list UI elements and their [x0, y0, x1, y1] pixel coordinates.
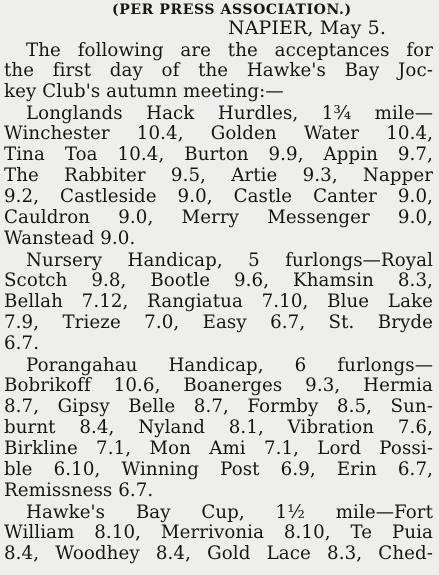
text-line: The Rabbiter 9.5, Artie 9.3, Napper	[4, 165, 433, 186]
text-line: William 8.10, Merrivonia 8.10, Te Puia	[4, 522, 433, 543]
text-line: Scotch 9.8, Bootle 9.6, Khamsin 8.3,	[4, 270, 433, 291]
text-line: Wanstead 9.0.	[4, 228, 136, 249]
race-heading: Longlands Hack Hurdles, 1¾ mile—	[26, 103, 433, 124]
text-line: 6.7.	[4, 333, 40, 354]
text-line: burnt 8.4, Nyland 8.1, Vibration 7.6,	[4, 417, 433, 438]
text-line: Tina Toa 10.4, Burton 9.9, Appin 9.7,	[4, 144, 433, 165]
text-line: key Club's autumn meeting:—	[4, 81, 284, 102]
dateline: NAPIER, May 5.	[228, 17, 386, 39]
text-line: Cauldron 9.0, Merry Messenger 9.0,	[4, 207, 433, 228]
text-line: ble 6.10, Winning Post 6.9, Erin 6.7,	[4, 459, 433, 480]
text-line: the first day of the Hawke's Bay Joc-	[4, 60, 433, 81]
press-credit: (PER PRESS ASSOCIATION.)	[112, 2, 352, 18]
text-line: Birkline 7.1, Mon Ami 7.1, Lord Possi-	[4, 438, 433, 459]
text-line: 8.4, Woodhey 8.4, Gold Lace 8.3, Ched-	[4, 543, 433, 564]
text-line: Winchester 10.4, Golden Water 10.4,	[4, 123, 433, 144]
text-line: 7.9, Trieze 7.0, Easy 6.7, St. Bryde	[4, 312, 433, 333]
text-line: The following are the acceptances for	[26, 40, 433, 61]
text-line: 9.2, Castleside 9.0, Castle Canter 9.0,	[4, 186, 433, 207]
race-heading: Hawke's Bay Cup, 1½ mile—Fort	[26, 502, 433, 523]
race-heading: Nursery Handicap, 5 furlongs—Royal	[26, 250, 433, 271]
text-line: Bobrikoff 10.6, Boanerges 9.3, Hermia	[4, 375, 433, 396]
text-line: Bellah 7.12, Rangiatua 7.10, Blue Lake	[4, 291, 433, 312]
text-line: Remissness 6.7.	[4, 480, 154, 501]
race-heading: Porangahau Handicap, 6 furlongs—	[26, 355, 433, 376]
text-line: 8.7, Gipsy Belle 8.7, Formby 8.5, Sun-	[4, 396, 433, 417]
